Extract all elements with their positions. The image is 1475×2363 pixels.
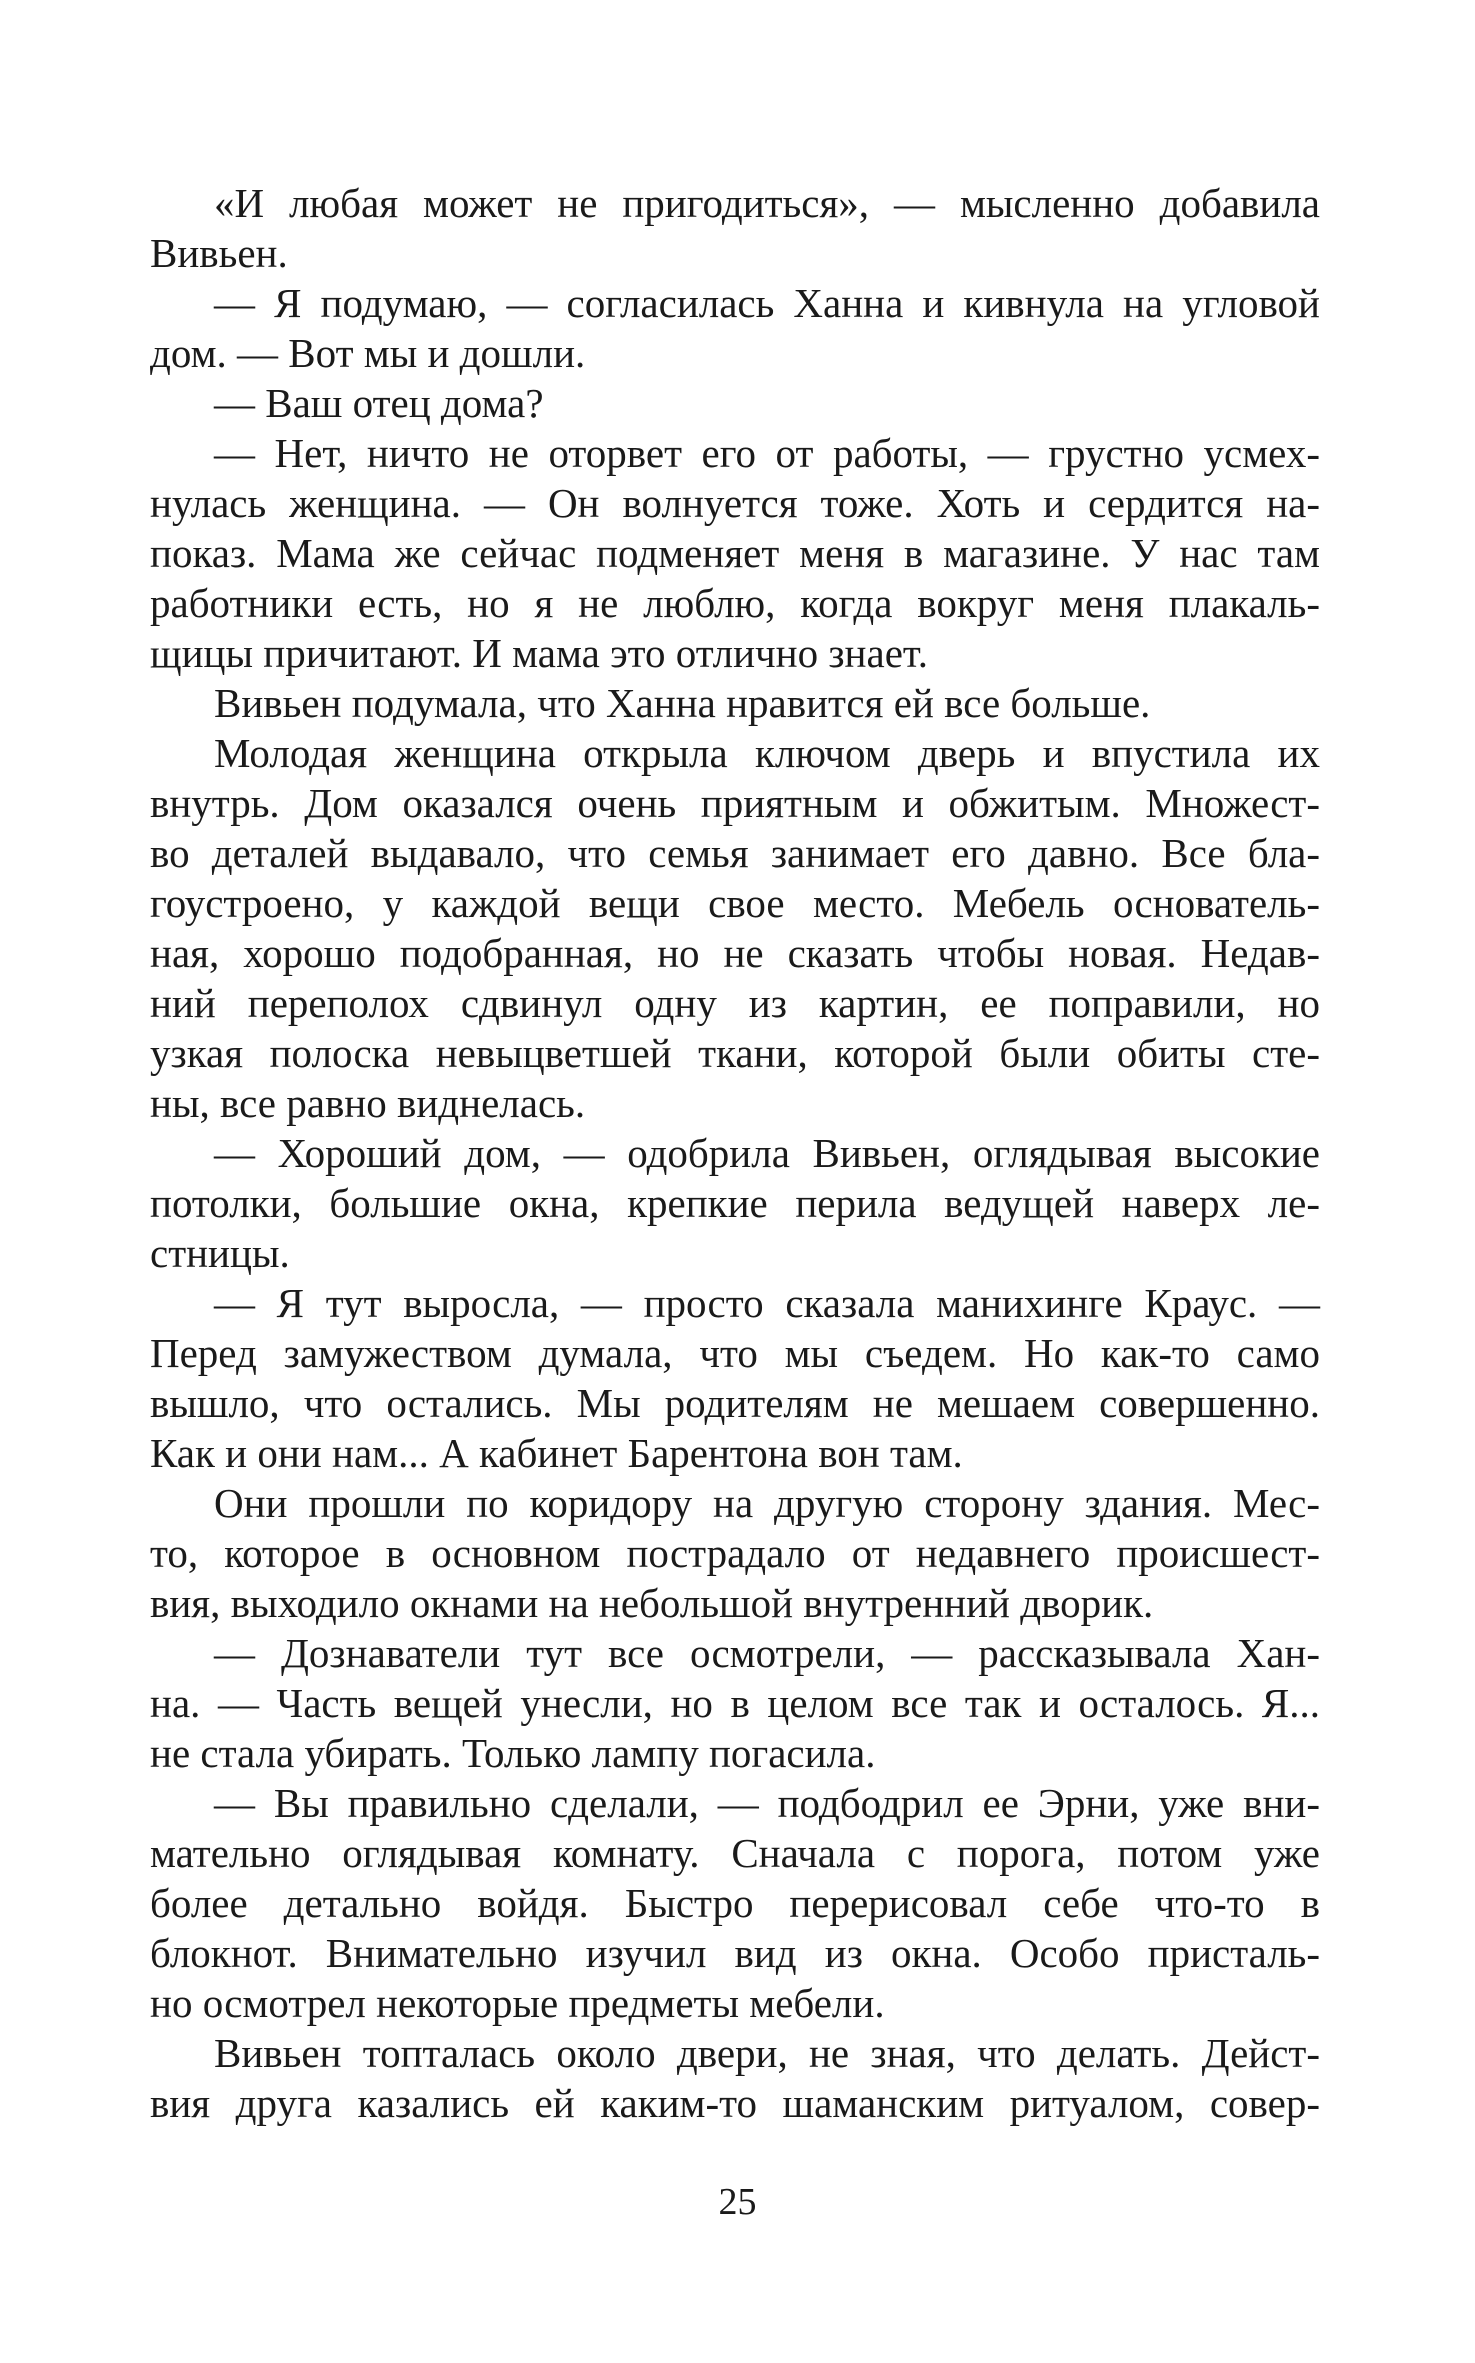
text-line: — Нет, ничто не оторвет его от работы, — грустно усмех- — [214, 430, 1320, 476]
page-body-text — [150, 178, 1320, 2128]
text-line: вышло, что остались. Мы родителям не мешаем совершенно. — [150, 1380, 1320, 1426]
text-line: мательно оглядывая комнату. Сначала с порога, потом уже — [150, 1830, 1320, 1876]
text-line: ний переполох сдвинул одну из картин, ее поправили, но — [150, 980, 1320, 1026]
page-number: 25 — [718, 2181, 757, 2223]
text-line: Вивьен. — [150, 230, 288, 276]
text-line: Вивьен топталась около двери, не зная, что делать. Дейст- — [214, 2030, 1320, 2076]
text-line: стницы. — [150, 1230, 290, 1276]
text-line: Как и они нам... А кабинет Барентона вон там. — [150, 1430, 963, 1476]
text-line: Они прошли по коридору на другую сторону здания. Мес- — [214, 1480, 1320, 1526]
text-line: дом. — Вот мы и дошли. — [150, 330, 586, 376]
text-line: во деталей выдавало, что семья занимает его давно. Все бла- — [150, 830, 1320, 876]
text-line: «И любая может не пригодиться», — мысленно добавила — [214, 180, 1320, 226]
text-line: работники есть, но я не люблю, когда вокруг меня плакаль- — [150, 580, 1320, 626]
text-line: — Дознаватели тут все осмотрели, — рассказывала Хан- — [214, 1630, 1320, 1676]
text-line: — Ваш отец дома? — [214, 380, 544, 426]
text-line: ны, все равно виднелась. — [150, 1080, 586, 1126]
text-line: ная, хорошо подобранная, но не сказать чтобы новая. Недав- — [150, 930, 1320, 976]
text-line: гоустроено, у каждой вещи свое место. Мебель основатель- — [150, 880, 1320, 926]
text-line: показ. Мама же сейчас подменяет меня в магазине. У нас там — [150, 530, 1320, 576]
text-line: внутрь. Дом оказался очень приятным и обжитым. Множест- — [150, 780, 1320, 826]
text-line: вия, выходило окнами на небольшой внутренний дворик. — [150, 1580, 1154, 1626]
text-line: — Я подумаю, — согласилась Ханна и кивнула на угловой — [214, 280, 1320, 326]
text-line: блокнот. Внимательно изучил вид из окна. Особо присталь- — [150, 1930, 1320, 1976]
text-line: — Хороший дом, — одобрила Вивьен, оглядывая высокие — [214, 1130, 1320, 1176]
text-line: Перед замужеством думала, что мы съедем. Но как-то само — [150, 1330, 1320, 1376]
text-line: — Вы правильно сделали, — подбодрил ее Эрни, уже вни- — [214, 1780, 1320, 1826]
text-line: то, которое в основном пострадало от недавнего происшест- — [150, 1530, 1320, 1576]
text-line: вия друга казались ей каким-то шаманским ритуалом, совер- — [150, 2080, 1320, 2126]
text-line: Вивьен подумала, что Ханна нравится ей все больше. — [214, 680, 1151, 726]
text-line: на. — Часть вещей унесли, но в целом все так и осталось. Я... — [150, 1680, 1320, 1726]
text-line: потолки, большие окна, крепкие перила ведущей наверх ле- — [150, 1180, 1320, 1226]
text-line: узкая полоска невыцветшей ткани, которой были обиты сте- — [150, 1030, 1320, 1076]
text-line: нулась женщина. — Он волнуется тоже. Хоть и сердится на- — [150, 480, 1320, 526]
text-line: Молодая женщина открыла ключом дверь и впустила их — [214, 730, 1320, 776]
text-line: щицы причитают. И мама это отлично знает. — [150, 630, 928, 676]
text-line: более детально войдя. Быстро перерисовал себе что-то в — [150, 1880, 1320, 1926]
text-line: но осмотрел некоторые предметы мебели. — [150, 1980, 885, 2026]
text-line: — Я тут выросла, — просто сказала манихинге Краус. — — [214, 1280, 1320, 1326]
text-line: не стала убирать. Только лампу погасила. — [150, 1730, 876, 1776]
